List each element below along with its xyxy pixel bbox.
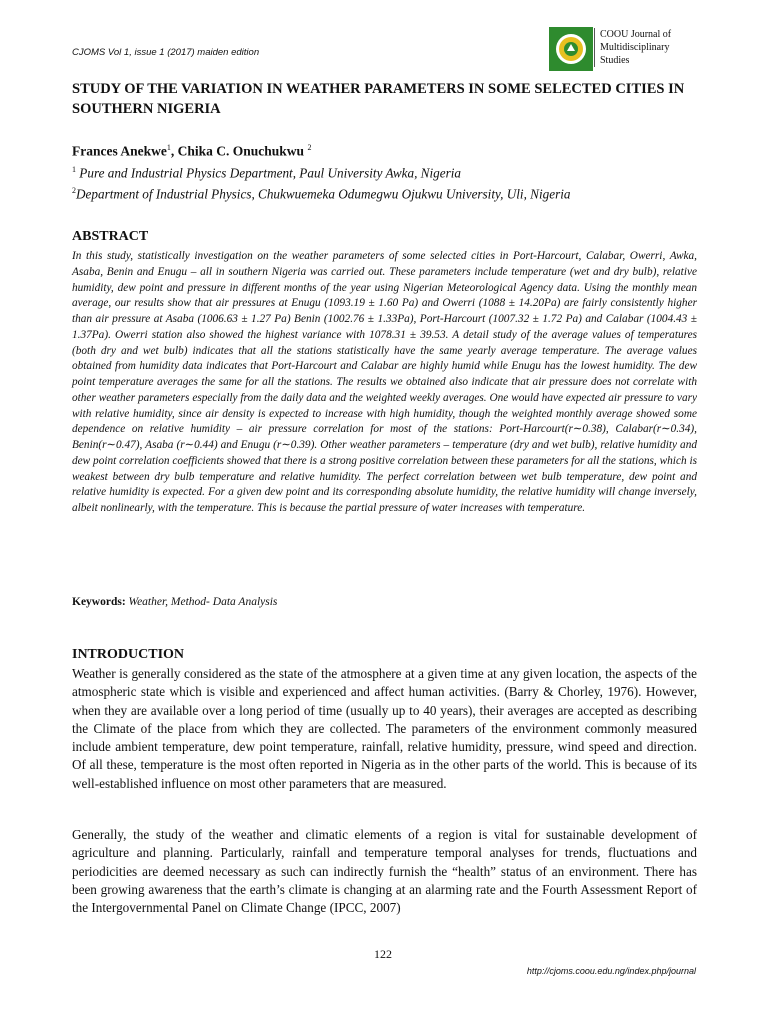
affiliation-marker: 2 [72,186,76,195]
page-header [72,27,702,75]
affiliation-1 [72,165,461,181]
affiliation-text: Department of Industrial Physics, Chukwuemeka Odumegwu Ojukwu University, Uli, Nigeria [76,186,571,202]
affiliation-marker: 1 [72,165,76,174]
introduction-paragraph-2: Generally, the study of the weather and climatic elements of a region is vital for sustainable development of agriculture and planning. Particularly, rainfall and temperature temporal analyses for trends, fluctuations and periodicities are deemed necessary as such can indirectly furnish the “health” status of an environment. There has been growing awareness that the earth’s climate is changing at an alarming rate and the Fourth Assessment Report of the Intergovernmental Panel on Climate Change (IPCC, 2007) [72,827,697,916]
author-affiliation-marker: 1 [166,143,171,152]
journal-name [594,28,710,67]
journal-name-line: Studies [600,55,630,66]
affiliation-text: Pure and Industrial Physics Department, Paul University Awka, Nigeria [79,165,461,181]
journal-url: http://cjoms.coou.edu.ng/index.php/journal [526,966,696,976]
author-name: Frances Anekwe [72,143,167,159]
keywords-line [72,596,277,608]
abstract-text: In this study, statistically investigation on the weather parameters of some selected cities in Port-Harcourt, Calabar, Owerri, Awka, Asaba, Benin and Enugu – all in southern Nigeria was carried out. These parameters include temperature (wet and dry bulb), relative humidity, dew point and pressure in different months of the year using Nigerian Meteorological Agency data. Using the monthly mean average, our results show that air pressures at Enugu (1093.19 ± 1.60 Pa) and Owerri (1088 ± 14.20Pa) are fairly consistently higher than air pressure at Asaba (1006.63 ± 1.27 Pa) Benin (1002.76 ± 1.33Pa), Port-Harcourt (1007.32 ± 1.72 Pa) and Calabar (1004.43 ± 1.37Pa). Owerri station also showed the highest variance with 1078.31 ± 39.53. A detail study of the average values of temperatures (both dry and wet bulb) indicates that all the stations statistically have the same yearly average temperature. The average values obtained from humidity data indicates that Port-Harcourt and Calabar are highly humid while Enugu has the lowest humidity. The dew point temperature averages the same for all the stations. The results we obtained also indicate that air pressure does not correlate with other weather parameters especially from the daily data and the weighted weekly averages. One would have expected air pressure to vary with relative humidity, since air density is expected to increase with high humidity, though the weighted monthly average showed some dependence on relative humidity – air pressure correlation for most of the stations: Port-Harcourt(r∼0.38), Calabar(r∼0.34), Benin(r∼0.47), Asaba (r∼0.44) and Enugu (r∼0.39). Other weather parameters – temperature (dry and wet bulb), relative humidity and dew point correlation coefficients showed that there is a strong positive correlation between these parameters for all the stations, which is weakest between dry bulb temperature and relative humidity. The perfect correlation between wet bulb temperature, dew point and relative humidity is expected. For a given dew point and its corresponding absolute humidity, the relative humidity will change inversely, albeit nonlinearly, with the temperature. This is because the partial pressure of water increases with temperature. [72,250,697,514]
introduction-paragraph-1: Weather is generally considered as the state of the atmosphere at a given time at any given location, the aspects of the atmospheric state which is visible and experienced and affect human activities. (Barry & Chorley, 1976). However, when they are available over a long period of time (usually up to 40 years), their averages are accepted as describing the Climate of the place from which they are collected. The parameters of the environment commonly measured include ambient temperature, dew point temperature, rainfall, relative humidity, pressure, wind speed and direction. Of all these, temperature is the most often reported in Nigeria as in the other parts of the world. This is because of its well-established influence on most other parameters that are measured. [72,666,697,791]
journal-name-line: Multidisciplinary [600,42,670,53]
page-number: 122 [374,947,392,961]
introduction-heading: INTRODUCTION [72,647,185,662]
paper-title: STUDY OF THE VARIATION IN WEATHER PARAMETERS IN SOME SELECTED CITIES IN SOUTHERN NIGERIA [72,81,685,117]
university-seal-icon [549,27,593,71]
affiliation-2 [72,186,570,202]
edition-label: CJOMS Vol 1, issue 1 (2017) maiden edition [72,47,260,58]
author-separator: , [170,143,178,159]
author-name: Chika C. Onuchukwu [177,143,305,159]
keywords-label: Keywords: [72,596,126,608]
author-affiliation-marker: 2 [307,143,312,152]
abstract-heading: ABSTRACT [72,229,149,244]
keywords-value: Weather, Method- Data Analysis [128,596,278,608]
journal-name-line: COOU Journal of [600,29,672,40]
author-list [72,143,311,160]
